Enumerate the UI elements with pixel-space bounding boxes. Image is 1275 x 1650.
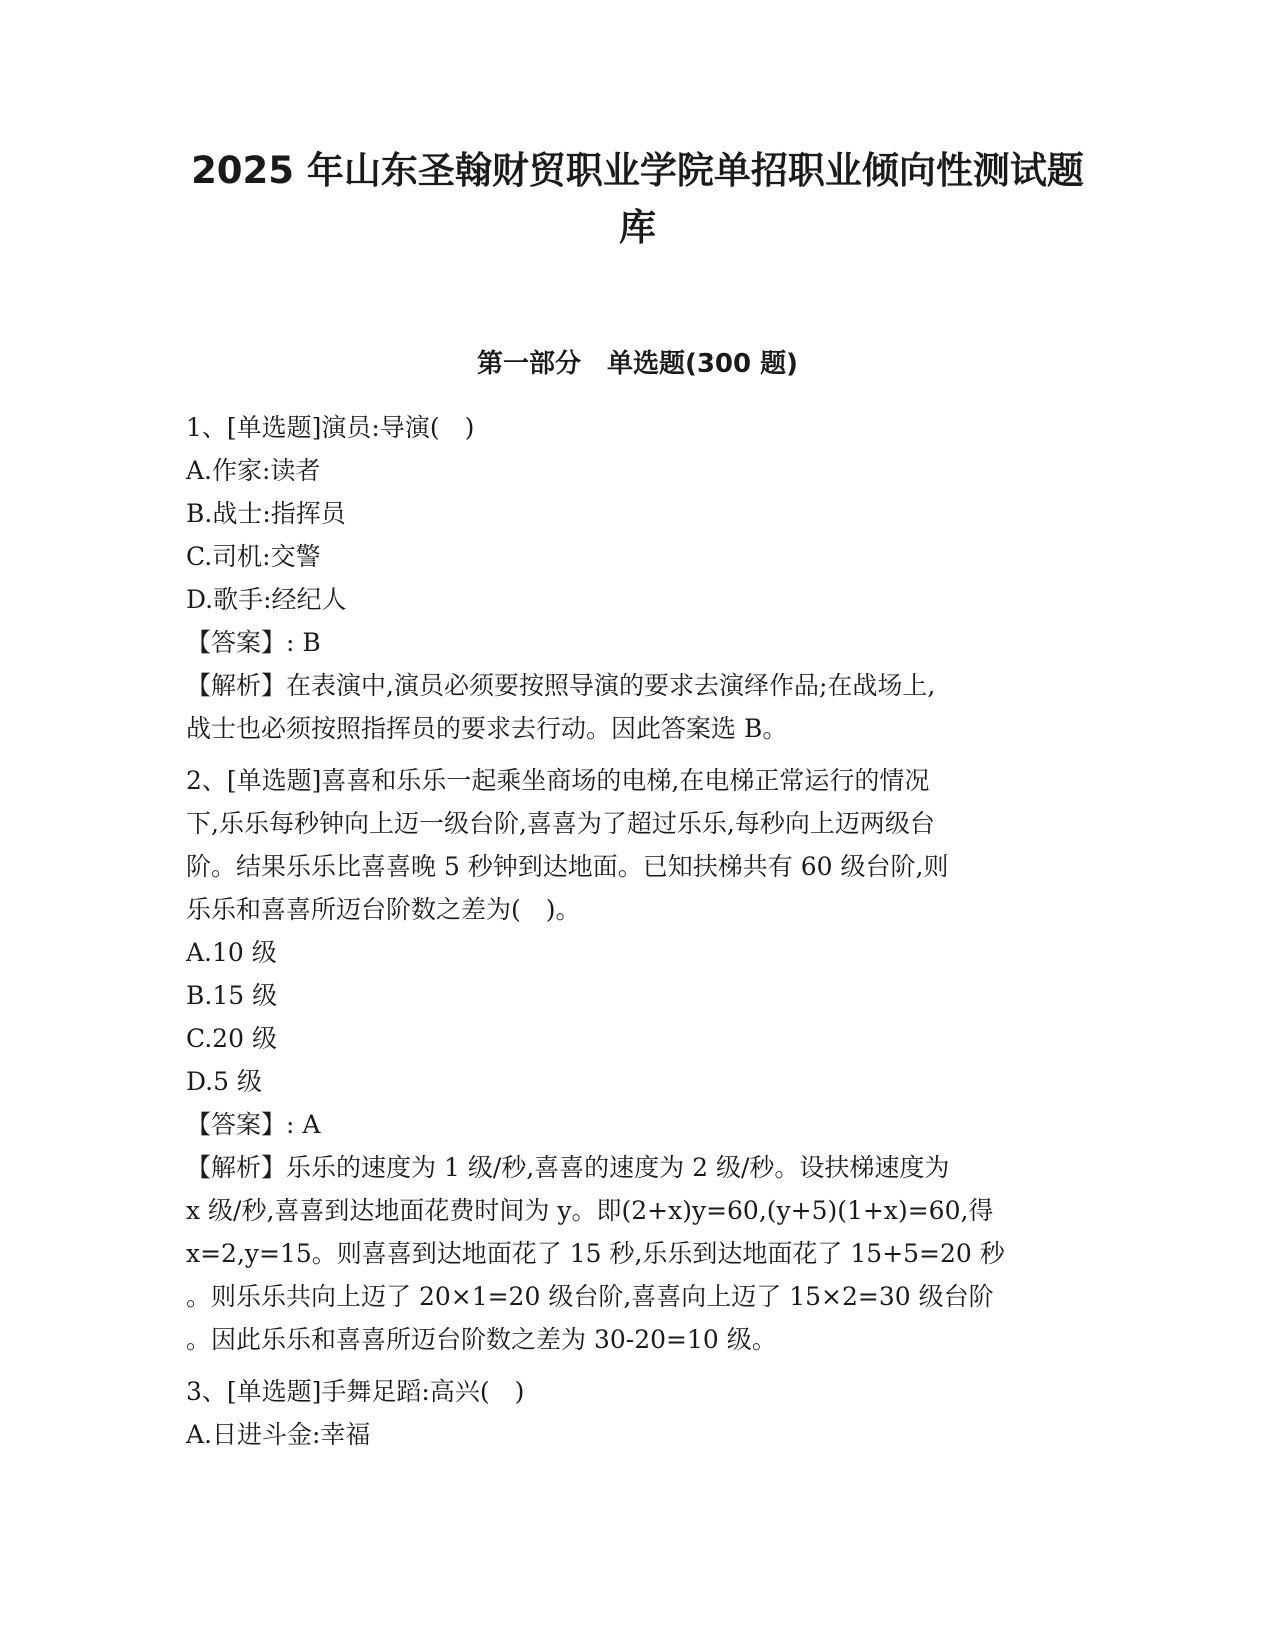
question-1 — [186, 406, 1076, 750]
question-2 — [186, 759, 1076, 1361]
question-stem-line-1: 2、[单选题]喜喜和乐乐一起乘坐商场的电梯,在电梯正常运行的情况 — [186, 766, 930, 795]
title-line-2: 库 — [619, 206, 656, 249]
analysis-line-2: 战士也必须按照指挥员的要求去行动。因此答案选 B。 — [186, 714, 788, 743]
analysis-line-3: x=2,y=15。则喜喜到达地面花了 15 秒,乐乐到达地面花了 15+5=20 秒 — [186, 1239, 1005, 1268]
option-a: A.作家:读者 — [186, 456, 321, 485]
analysis-text: 在表演中,演员必须要按照导演的要求去演绎作品;在战场上, — [286, 671, 936, 700]
option-d: D.5 级 — [186, 1067, 262, 1096]
analysis-line-4: 。则乐乐共向上迈了 20×1=20 级台阶,喜喜向上迈了 15×2=30 级台阶 — [186, 1282, 994, 1311]
analysis-line-5: 。因此乐乐和喜喜所迈台阶数之差为 30-20=10 级。 — [186, 1325, 777, 1354]
answer-line — [186, 1103, 1076, 1146]
analysis-line-2: x 级/秒,喜喜到达地面花费时间为 y。即(2+x)y=60,(y+5)(1+x)=60,得 — [186, 1196, 994, 1225]
answer-label: 【答案】 — [186, 628, 287, 657]
option-a: A.10 级 — [186, 938, 277, 967]
section-heading: 第一部分 单选题(300 题) — [476, 349, 799, 379]
answer-line — [186, 621, 1076, 664]
option-d: D.歌手:经纪人 — [186, 585, 347, 614]
option-c: C.20 级 — [186, 1024, 277, 1053]
title-line-1: 2025 年山东圣翰财贸职业学院单招职业倾向性测试题 — [191, 149, 1084, 192]
option-a: A.日进斗金:幸福 — [186, 1420, 371, 1449]
option-b: B.战士:指挥员 — [186, 499, 346, 528]
option-b: B.15 级 — [186, 981, 278, 1010]
question-list — [186, 406, 1076, 1465]
answer-label: 【答案】 — [186, 1110, 287, 1139]
question-stem-line-3: 阶。结果乐乐比喜喜晚 5 秒钟到达地面。已知扶梯共有 60 级台阶,则 — [186, 852, 949, 881]
analysis-line-1 — [186, 1146, 1076, 1189]
question-stem-line-2: 下,乐乐每秒钟向上迈一级台阶,喜喜为了超过乐乐,每秒向上迈两级台 — [186, 809, 935, 838]
analysis-label: 【解析】 — [186, 671, 287, 700]
question-stem-line-4: 乐乐和喜喜所迈台阶数之差为( )。 — [186, 895, 581, 924]
answer-value: : A — [286, 1110, 321, 1139]
question-3 — [186, 1370, 1076, 1456]
option-c: C.司机:交警 — [186, 542, 321, 571]
analysis-label: 【解析】 — [186, 1153, 287, 1182]
analysis-text: 乐乐的速度为 1 级/秒,喜喜的速度为 2 级/秒。设扶梯速度为 — [286, 1153, 950, 1182]
document-title — [170, 142, 1105, 256]
question-stem: 3、[单选题]手舞足蹈:高兴( ) — [186, 1377, 525, 1406]
analysis-line-1 — [186, 664, 1076, 707]
answer-value: : B — [286, 628, 321, 657]
question-stem: 1、[单选题]演员:导演( ) — [186, 413, 475, 442]
